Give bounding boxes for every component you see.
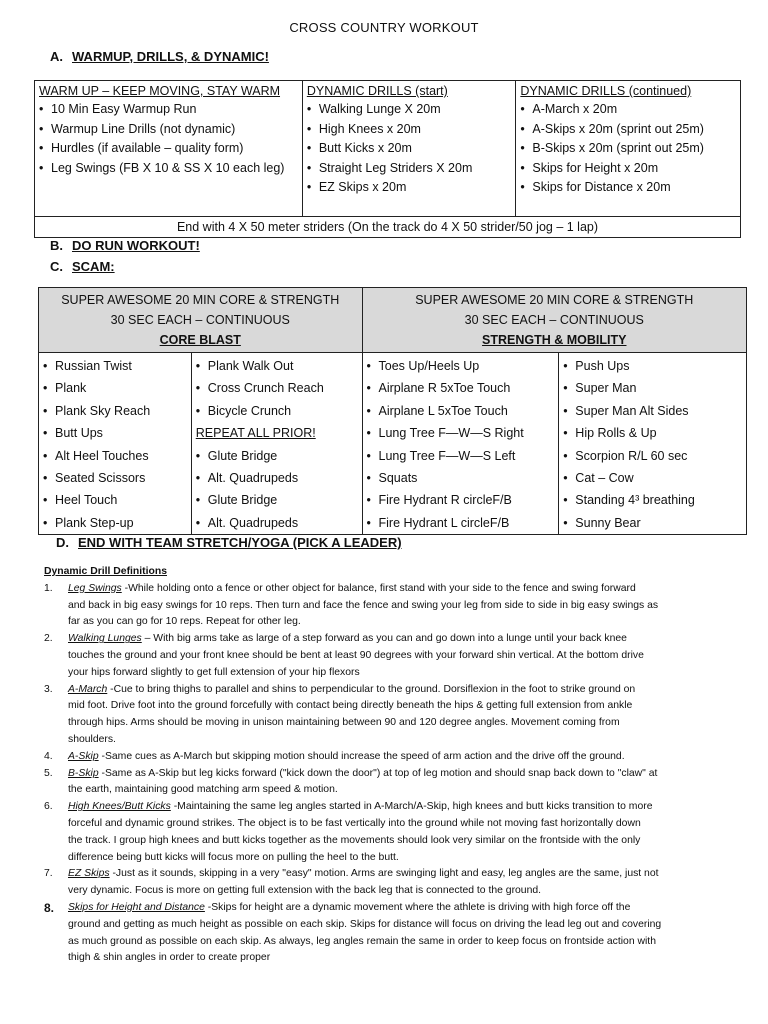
definition-line: Leg Swings -While holding onto a fence or other object for balance, first stand with your side to the fence and swing forward — [68, 582, 636, 594]
definition-line: and back in big easy swings for 10 reps. Then turn and face the fence and swing your leg from side to side in big easy swings as — [68, 599, 659, 611]
list-item: • Fire Hydrant R circleF/B — [367, 489, 555, 511]
list-item: • EZ Skips x 20m — [307, 178, 512, 198]
definition-number: 2. — [44, 633, 53, 645]
list-item: • Super Man — [563, 377, 742, 399]
page-title: CROSS COUNTRY WORKOUT — [289, 20, 479, 35]
list-item: • Heel Touch — [43, 489, 187, 511]
list-item: • Plank Sky Reach — [43, 400, 187, 422]
list-item: • Butt Kicks x 20m — [307, 139, 512, 159]
list-item: • Russian Twist — [43, 355, 187, 377]
section-c-heading — [50, 259, 115, 274]
section-d-heading — [56, 535, 402, 550]
definition-line: the track. I group high knees and butt kicks together as the movements should look very similar on the frontside with the only — [68, 834, 641, 846]
definition-item — [44, 766, 724, 800]
definition-item — [44, 749, 724, 766]
core-list-1 — [43, 355, 187, 534]
list-item: • Warmup Line Drills (not dynamic) — [39, 120, 298, 140]
definition-term: Leg Swings — [68, 582, 122, 594]
list-item: • Alt Heel Touches — [43, 445, 187, 467]
definition-line: your hips forward slightly to get full extension of your hip flexors — [68, 666, 360, 678]
definitions-list — [44, 581, 724, 967]
list-item: • Straight Leg Striders X 20m — [307, 159, 512, 179]
strength-header-subtitle: 30 SEC EACH – CONTINUOUS — [464, 313, 644, 327]
definition-line: B-Skip -Same as A-Skip but leg kicks forward ("kick down the door") at top of leg motion and should snap back down to "claw" at — [68, 767, 658, 779]
definition-item — [44, 631, 724, 681]
definition-line: difference being butt kicks will focus more on pulling the heel to the butt. — [68, 851, 399, 863]
core-list-2 — [196, 355, 358, 422]
list-item: • Hurdles (if available – quality form) — [39, 139, 298, 159]
list-item: • Glute Bridge — [196, 445, 358, 467]
section-d-label: D. — [56, 535, 69, 550]
definition-line: far as you can go for 10 reps. Repeat for other leg. — [68, 616, 301, 628]
list-item: • A-Skips x 20m (sprint out 25m) — [520, 120, 736, 140]
definition-item — [44, 799, 724, 866]
definition-line: the earth, maintaining good matching arm speed & motion. — [68, 784, 338, 796]
list-item: • Push Ups — [563, 355, 742, 377]
repeat-all-prior-note: REPEAT ALL PRIOR! — [195, 426, 316, 441]
definition-line: mid foot. Drive foot into the ground forcefully with contact being directly beneath the hips & getting full extension from ankle — [68, 700, 633, 712]
warmup-footer: End with 4 X 50 meter striders (On the track do 4 X 50 strider/50 jog – 1 lap) — [35, 217, 741, 238]
list-item: • B-Skips x 20m (sprint out 25m) — [520, 139, 736, 159]
list-item: • Plank — [43, 377, 187, 399]
warmup-column-header: WARM UP – KEEP MOVING, STAY WARM — [39, 84, 281, 98]
core-header-category: CORE BLAST — [159, 333, 241, 347]
section-b-text: DO RUN WORKOUT! — [72, 238, 200, 253]
definition-term: A-March — [68, 683, 108, 695]
list-item: • Seated Scissors — [43, 467, 187, 489]
definition-term: EZ Skips — [68, 868, 110, 880]
list-item: • Scorpion R/L 60 sec — [563, 445, 742, 467]
core-header-title: SUPER AWESOME 20 MIN CORE & STRENGTH — [61, 293, 340, 307]
definition-line: Skips for Height and Distance -Skips for height are a dynamic movement where the athlete is driving with high force off the — [68, 901, 631, 913]
definition-line: thigh & shin angles in order to create proper — [68, 952, 271, 964]
list-item: • Alt. Quadrupeds — [196, 512, 358, 534]
definition-item — [44, 866, 724, 900]
strength-column-1 — [362, 353, 559, 535]
core-column-2 — [191, 353, 362, 535]
list-item: • Cat – Cow — [563, 467, 742, 489]
strength-mobility-header — [362, 288, 746, 353]
section-b-label: B. — [50, 238, 63, 253]
list-item: • Lung Tree F—W—S Left — [367, 445, 555, 467]
list-item: • Butt Ups — [43, 422, 187, 444]
definition-line: High Knees/Butt Kicks -Maintaining the same leg angles started in A-March/A-Skip, high knees and butt kicks transition to more — [68, 801, 653, 813]
list-item: • High Knees x 20m — [307, 120, 512, 140]
definition-number: 5. — [44, 767, 53, 779]
list-item: • Airplane L 5xToe Touch — [367, 400, 555, 422]
strength-column-2 — [559, 353, 747, 535]
definition-line: A-Skip -Same cues as A-March but skipping motion should increase the speed of arm action and the drive off the ground. — [68, 750, 625, 762]
definition-term: A-Skip — [68, 750, 99, 762]
list-item: • Glute Bridge — [196, 489, 358, 511]
list-item: • Fire Hydrant L circleF/B — [367, 512, 555, 534]
dynamic-start-column — [302, 81, 516, 217]
definition-line: EZ Skips -Just as it sounds, skipping in a very "easy" motion. Arms are swinging light and easy, leg angles are the same, just not — [68, 868, 659, 880]
list-item: • Squats — [367, 467, 555, 489]
strength-header-title: SUPER AWESOME 20 MIN CORE & STRENGTH — [415, 293, 694, 307]
list-item: • Cross Crunch Reach — [196, 377, 358, 399]
list-item: • Standing 4³ breathing — [563, 489, 742, 511]
definition-line: Walking Lunges – With big arms take as large of a step forward as you can and go down into a lunge until your back knee — [68, 633, 627, 645]
section-a-label: A. — [50, 49, 63, 64]
dynamic-start-list — [307, 100, 512, 198]
drill-definitions — [44, 564, 724, 967]
definition-line: ground and getting as much height as possible on each skip. Skips for distance will focus on driving the lead leg out and covering — [68, 918, 662, 930]
list-item: • Walking Lunge X 20m — [307, 100, 512, 120]
definition-item — [44, 581, 724, 631]
dynamic-start-header: DYNAMIC DRILLS (start) — [306, 84, 448, 98]
definition-number: 6. — [44, 801, 53, 813]
core-column-1 — [39, 353, 192, 535]
dynamic-continued-column — [516, 81, 741, 217]
core-list-2-repeat — [196, 445, 358, 535]
definition-line: touches the ground and your front knee should be bent at least 90 degrees with your forward shin vertical. At the bottom drive — [68, 649, 644, 661]
definition-line: shoulders. — [68, 733, 116, 745]
definition-number: 3. — [44, 683, 53, 695]
definition-line: forceful and dynamic ground strikes. The object is to be fast vertically into the ground while not moving fast horizontally down — [68, 817, 641, 829]
section-b-heading — [50, 238, 200, 253]
list-item: • Skips for Distance x 20m — [520, 178, 736, 198]
dynamic-continued-header: DYNAMIC DRILLS (continued) — [520, 84, 692, 98]
warmup-table — [34, 80, 741, 238]
list-item: • Skips for Height x 20m — [520, 159, 736, 179]
list-item: • 10 Min Easy Warmup Run — [39, 100, 298, 120]
section-d-text: END WITH TEAM STRETCH/YOGA (PICK A LEADER) — [78, 535, 402, 550]
list-item: • Airplane R 5xToe Touch — [367, 377, 555, 399]
definition-number: 8. — [44, 900, 55, 915]
list-item: • A-March x 20m — [520, 100, 736, 120]
list-item: • Hip Rolls & Up — [563, 422, 742, 444]
definition-item — [44, 682, 724, 749]
strength-list-1 — [367, 355, 555, 534]
strength-list-2 — [563, 355, 742, 534]
strength-header-category: STRENGTH & MOBILITY — [482, 333, 627, 347]
list-item: • Plank Step-up — [43, 512, 187, 534]
definition-number: 4. — [44, 750, 53, 762]
list-item: • Alt. Quadrupeds — [196, 467, 358, 489]
list-item: • Lung Tree F—W—S Right — [367, 422, 555, 444]
list-item: • Toes Up/Heels Up — [367, 355, 555, 377]
scam-table — [38, 287, 747, 535]
list-item: • Bicycle Crunch — [196, 400, 358, 422]
definition-line: as much ground as possible on each skip. As always, leg angles remain the same in order to keep focus on frontside action with — [68, 935, 656, 947]
section-c-text: SCAM: — [72, 259, 115, 274]
definition-term: High Knees/Butt Kicks — [68, 801, 171, 813]
core-blast-header — [39, 288, 363, 353]
list-item: • Plank Walk Out — [196, 355, 358, 377]
warmup-column — [35, 81, 303, 217]
definition-term: B-Skip — [68, 767, 99, 779]
definition-number: 7. — [44, 868, 53, 880]
list-item: • Super Man Alt Sides — [563, 400, 742, 422]
definition-line: through hips. Arms should be moving in unison maintaining between 90 and 120 degree angles. Movement coming from — [68, 717, 620, 729]
section-c-label: C. — [50, 259, 63, 274]
definition-term: Skips for Height and Distance — [68, 901, 205, 913]
dynamic-continued-list — [520, 100, 736, 198]
section-a-heading — [50, 49, 269, 64]
definition-item — [44, 900, 724, 967]
definition-line: A-March -Cue to bring thighs to parallel and shins to perpendicular to the ground. Dorsiflexion in the foot to strike ground on — [68, 683, 636, 695]
definition-line: very dynamic. Focus is more on getting full extension with the back leg that is connected to the ground. — [68, 885, 542, 897]
definitions-title: Dynamic Drill Definitions — [44, 566, 167, 577]
warmup-list — [39, 100, 298, 178]
section-a-text: WARMUP, DRILLS, & DYNAMIC! — [72, 49, 269, 64]
definition-number: 1. — [44, 582, 53, 594]
list-item: • Sunny Bear — [563, 512, 742, 534]
core-header-subtitle: 30 SEC EACH – CONTINUOUS — [110, 313, 290, 327]
definition-term: Walking Lunges — [68, 633, 142, 645]
list-item: • Leg Swings (FB X 10 & SS X 10 each leg) — [39, 159, 298, 179]
